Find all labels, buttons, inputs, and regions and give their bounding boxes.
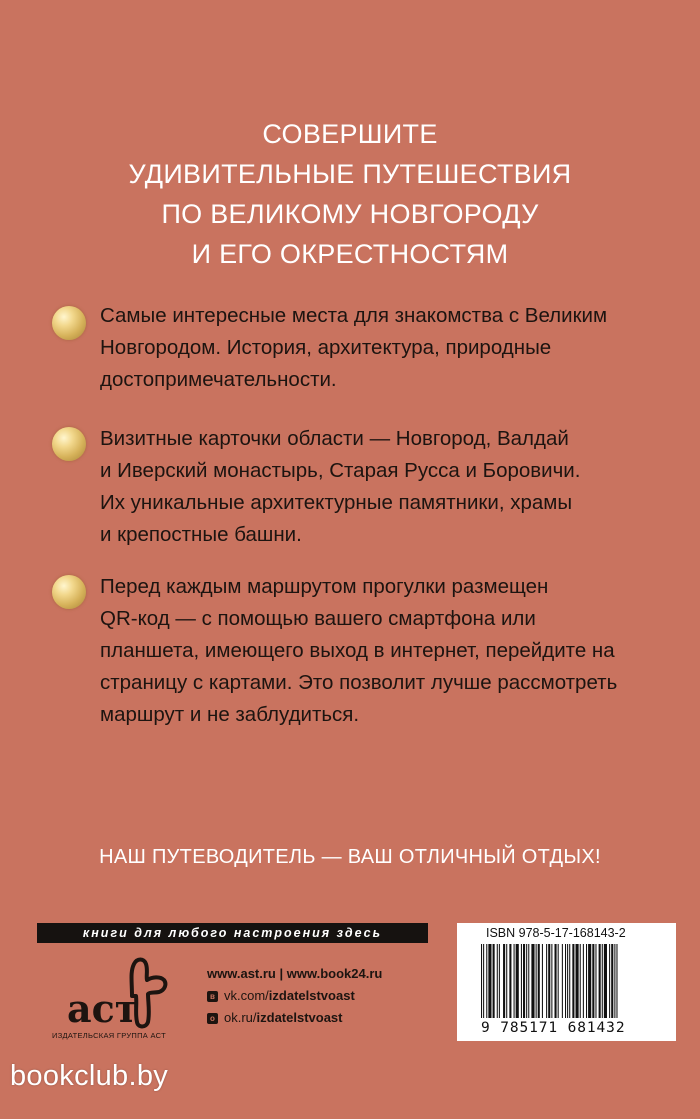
vk-icon: в (207, 991, 218, 1002)
watermark: bookclub.by (10, 1060, 169, 1092)
bullet-line: Перед каждым маршрутом прогулки размещен (100, 575, 549, 598)
barcode-bar (506, 944, 507, 1018)
headline-line: ПО ВЕЛИКОМУ НОВГОРОДУ (161, 199, 539, 229)
barcode-bar (493, 944, 495, 1018)
barcode-bar (599, 944, 601, 1018)
vk-prefix: vk.com/ (224, 988, 269, 1003)
bullet-line: Новгородом. История, архитектура, природные (100, 336, 552, 359)
bullet-line: Их уникальные архитектурные памятники, храмы (100, 491, 573, 514)
barcode-bar (572, 944, 574, 1018)
tagline: НАШ ПУТЕВОДИТЕЛЬ — ВАШ ОТЛИЧНЫЙ ОТДЫХ! (99, 846, 601, 868)
barcode-bar (611, 944, 613, 1018)
ok-prefix: ok.ru/ (224, 1010, 257, 1025)
barcode-bar (592, 944, 594, 1018)
barcode-digits: 9 785171 681432 (481, 1020, 626, 1036)
barcode-bar (488, 944, 491, 1018)
ok-icon: о (207, 1013, 218, 1024)
bullet-line: достопримечательности. (100, 368, 337, 391)
barcode-bar (604, 944, 607, 1018)
barcode-bar (486, 944, 487, 1018)
barcode-bar (546, 944, 547, 1018)
vk-link[interactable] (207, 985, 382, 1007)
publisher-logo (62, 950, 192, 1035)
publisher-contacts (207, 963, 382, 1029)
barcode-bar (586, 944, 587, 1018)
barcode-bar (555, 944, 557, 1018)
headline-line: И ЕГО ОКРЕСТНОСТЯМ (191, 239, 509, 269)
barcode-bar (609, 944, 610, 1018)
barcode-bar (569, 944, 570, 1018)
barcode-bar (548, 944, 550, 1018)
barcode-bar (562, 944, 563, 1018)
barcode-bar (531, 944, 534, 1018)
bullet-line: и Иверский монастырь, Старая Русса и Боровичи. (100, 459, 581, 482)
publisher-urls[interactable]: www.ast.ru | www.book24.ru (207, 966, 383, 981)
barcode-bar (536, 944, 537, 1018)
bullet-text (100, 300, 680, 396)
bullet-text (100, 423, 680, 551)
bullet-line: и крепостные башни. (100, 523, 302, 546)
barcode-bar (567, 944, 568, 1018)
barcode-bar (497, 944, 498, 1018)
barcode-bar (509, 944, 511, 1018)
barcode-bar (558, 944, 559, 1018)
slogan-bar: книги для любого настроения здесь (37, 923, 428, 943)
isbn-number: ISBN 978-5-17-168143-2 (486, 926, 626, 940)
gold-coin-icon (52, 427, 86, 461)
barcode-bar (483, 944, 484, 1018)
barcode-bar (528, 944, 529, 1018)
barcode-bar (503, 944, 505, 1018)
gold-coin-icon (52, 306, 86, 340)
ok-handle: izdatelstvoast (256, 1010, 343, 1025)
barcode-bars (481, 944, 653, 1020)
barcode-bar (523, 944, 525, 1018)
bullet-line: QR-код — с помощью вашего смартфона или (100, 607, 536, 630)
isbn-barcode (457, 923, 676, 1041)
barcode-bar (538, 944, 540, 1018)
bullet-line: Самые интересные места для знакомства с Великим (100, 304, 608, 327)
barcode-bar (588, 944, 591, 1018)
barcode-bar (580, 944, 581, 1018)
publisher-caption: ИЗДАТЕЛЬСКАЯ ГРУППА АСТ (52, 1031, 166, 1040)
vk-handle: izdatelstvoast (268, 988, 355, 1003)
barcode-bar (614, 944, 615, 1018)
logo-text: аст (67, 986, 139, 1031)
barcode-bar (583, 944, 584, 1018)
bullet-line: страницу с картами. Это позволит лучше рассмотреть (100, 671, 618, 694)
barcode-bar (526, 944, 527, 1018)
gold-coin-icon (52, 575, 86, 609)
barcode-bar (542, 944, 543, 1018)
barcode-bar (499, 944, 500, 1018)
barcode-bar (576, 944, 579, 1018)
barcode-bar (595, 944, 596, 1018)
headline (60, 114, 640, 274)
barcode-bar (616, 944, 617, 1018)
barcode-bar (481, 944, 482, 1018)
barcode-bar (551, 944, 552, 1018)
headline-line: СОВЕРШИТЕ (262, 119, 438, 149)
bullet-line: маршрут и не заблудиться. (100, 703, 360, 726)
ok-link[interactable] (207, 1007, 382, 1029)
barcode-bar (516, 944, 519, 1018)
barcode-bar (565, 944, 566, 1018)
barcode-bar (602, 944, 603, 1018)
bullet-text (100, 571, 680, 731)
bullet-line: планшета, имеющего выход в интернет, перейдите на (100, 639, 615, 662)
bullet-line: Визитные карточки области — Новгород, Валдай (100, 427, 569, 450)
headline-line: УДИВИТЕЛЬНЫЕ ПУТЕШЕСТВИЯ (128, 159, 572, 189)
barcode-bar (514, 944, 515, 1018)
barcode-bar (521, 944, 522, 1018)
ast-logo-icon (62, 950, 192, 1035)
